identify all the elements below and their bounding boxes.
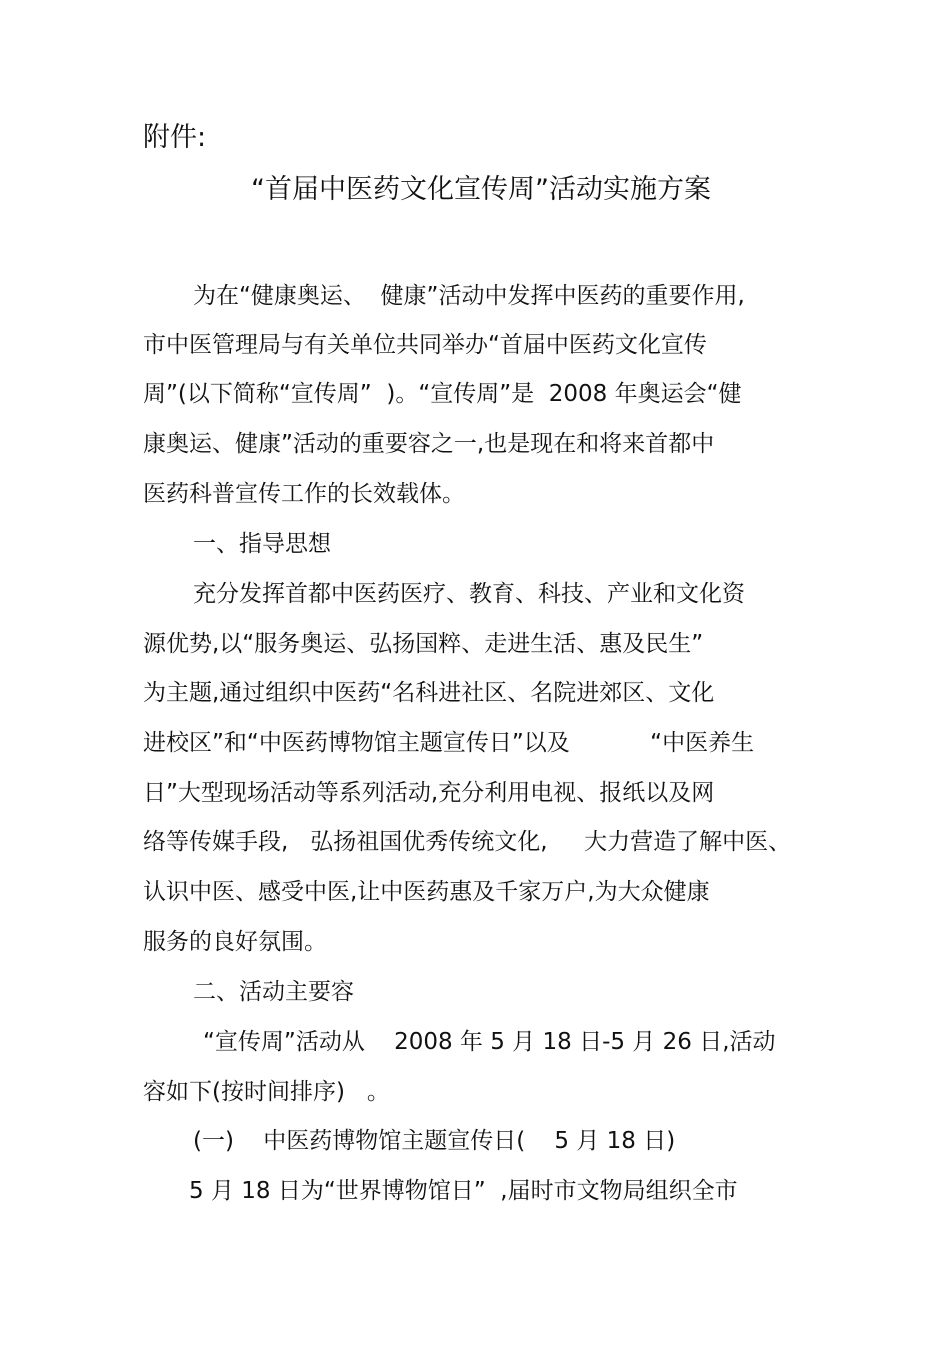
paragraph-line: 为在“健康奥运、 健康”活动中发挥中医药的重要作用, [193, 283, 745, 309]
paragraph-line: “宣传周”活动从 2008 年 5 月 18 日-5 月 26 日,活动 [203, 1029, 776, 1055]
paragraph-line: 容如下(按时间排序) 。 [143, 1079, 390, 1105]
section-heading: 二、活动主要容 [193, 979, 354, 1005]
paragraph-line: 周”(以下简称“宣传周” )。“宣传周”是 2008 年奥运会“健 [143, 381, 742, 407]
section-heading: 一、指导思想 [193, 531, 331, 557]
document-title: “首届中医药文化宣传周”活动实施方案 [251, 174, 711, 205]
paragraph-line: 日”大型现场活动等系列活动,充分利用电视、报纸以及网 [143, 780, 715, 806]
paragraph-line: 市中医管理局与有关单位共同举办“首届中医药文化宣传 [143, 332, 707, 358]
paragraph-line: 进校区”和“中医药博物馆主题宣传日”以及 “中医养生 [143, 730, 755, 756]
paragraph-line: 服务的良好氛围。 [143, 929, 327, 955]
paragraph-line: 认识中医、感受中医,让中医药惠及千家万户,为大众健康 [143, 879, 710, 905]
paragraph-line: 为主题,通过组织中医药“名科进社区、名院进郊区、文化 [143, 680, 715, 706]
paragraph-line: 充分发挥首都中医药医疗、教育、科技、产业和文化资 [193, 581, 745, 607]
paragraph-line: 康奥运、健康”活动的重要容之一,也是现在和将来首都中 [143, 431, 715, 457]
paragraph-line: 5 月 18 日为“世界博物馆日” ,届时市文物局组织全市 [189, 1178, 738, 1204]
attachment-label: 附件: [143, 122, 207, 153]
paragraph-line: 医药科普宣传工作的长效载体。 [143, 481, 465, 507]
paragraph-line: 络等传媒手段, 弘扬祖国优秀传统文化, 大力营造了解中医、 [143, 829, 792, 855]
subsection-heading: (一) 中医药博物馆主题宣传日( 5 月 18 日) [193, 1128, 676, 1154]
paragraph-line: 源优势,以“服务奥运、弘扬国粹、走进生活、惠及民生” [143, 631, 704, 657]
